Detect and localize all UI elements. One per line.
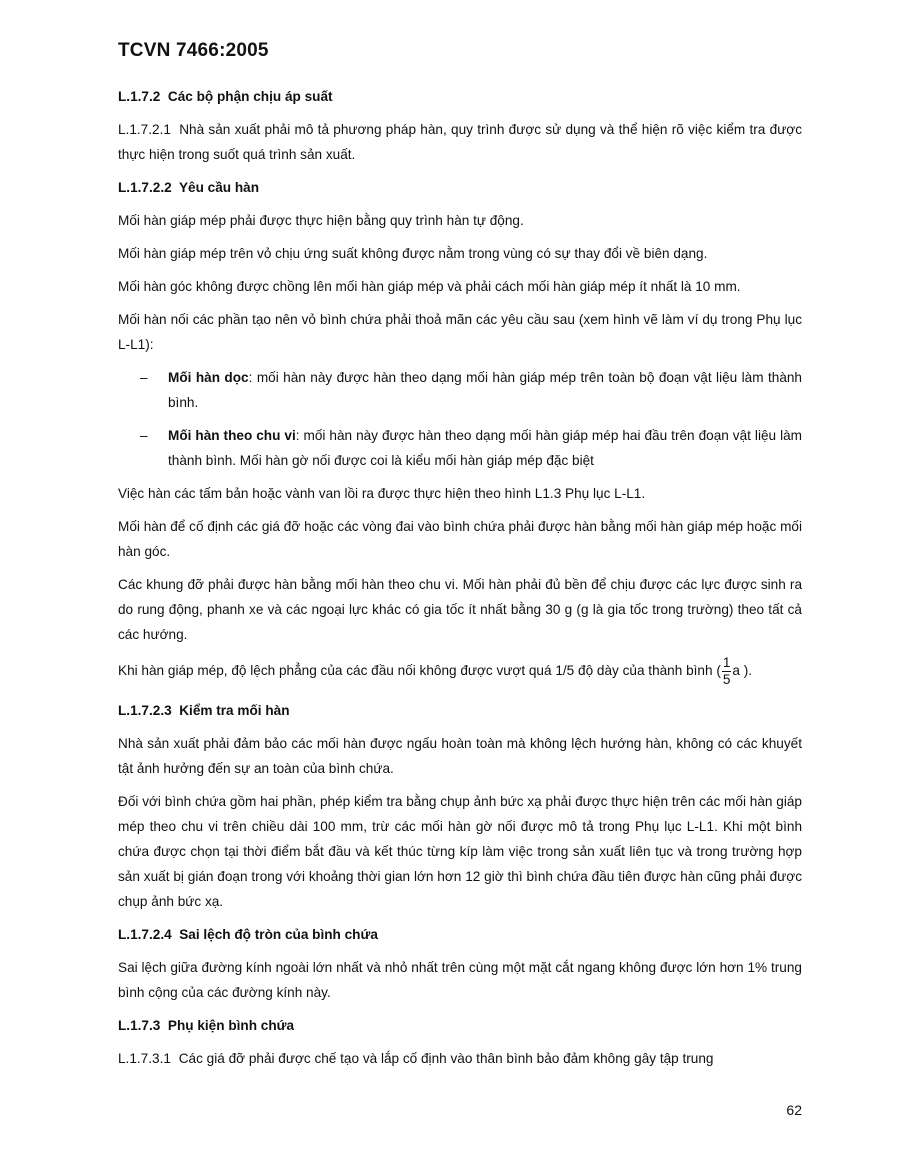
section-title: Yêu cầu hàn — [178, 180, 260, 195]
section-title: Phụ kiện bình chứa — [167, 1018, 295, 1033]
paragraph-l1-7-3-1 — [118, 1046, 802, 1071]
paragraph: Mối hàn giáp mép phải được thực hiện bằng quy trình hàn tự động. — [118, 213, 524, 228]
list-item-term: Mối hàn theo chu vi — [168, 428, 296, 443]
paragraph: Mối hàn nối các phần tạo nên vỏ bình chứa phải thoả mãn các yêu cầu sau (xem hình vẽ làm ví dụ trong Phụ lục L-L1): — [118, 312, 802, 352]
list-item — [118, 423, 802, 473]
section-number: L.1.7.2.2 — [118, 180, 172, 195]
section-heading-l1-7-2-4 — [118, 922, 802, 947]
paragraph: Mối hàn giáp mép trên vỏ chịu ứng suất không được nằm trong vùng có sự thay đổi về biên dạng. — [118, 246, 708, 261]
fraction-denominator: 5 — [722, 672, 731, 687]
paragraph: Đối với bình chứa gồm hai phần, phép kiểm tra bằng chụp ảnh bức xạ phải được thực hiện trên các mối hàn giáp mép theo chu vi trên chiều dài 100 mm, trừ các mối hàn gờ nối được mô tả trong Phụ lục L-L1. Khi một bình chứa được chọn tại thời điểm bắt đầu và kết thúc từng kíp làm việc trong sản xuất liên tục và trong trường hợp sản xuất bị gián đoạn trong với khoảng thời gian lớn hơn 12 giờ thì bình chứa đầu tiên được hàn cũng phải được chụp ảnh bức xạ. — [118, 794, 802, 909]
section-number: L.1.7.2.3 — [118, 703, 172, 718]
section-heading-l1-7-2 — [118, 84, 802, 109]
list-item-text: : mối hàn này được hàn theo dạng mối hàn giáp mép trên toàn bộ đoạn vật liệu làm thành bình. — [168, 370, 802, 410]
page-number: 62 — [786, 1102, 802, 1118]
paragraph: Mối hàn để cố định các giá đỡ hoặc các vòng đai vào bình chứa phải được hàn bằng mối hàn giáp mép hoặc mối hàn góc. — [118, 519, 802, 559]
section-number: L.1.7.3.1 — [118, 1051, 171, 1066]
list-item-text: : mối hàn này được hàn theo dạng mối hàn giáp mép hai đầu trên đoạn vật liệu làm thành bình. Mối hàn gờ nối được coi là kiểu mối hàn giáp mép đặc biệt — [168, 428, 802, 468]
section-title: Sai lệch độ tròn của bình chứa — [179, 927, 378, 942]
section-title: Các bộ phận chịu áp suất — [167, 89, 333, 104]
paragraph-with-fraction — [118, 655, 802, 688]
paragraph: Các khung đỡ phải được hàn bằng mối hàn theo chu vi. Mối hàn phải đủ bền để chịu được các lực được sinh ra do rung động, phanh xe và các ngoại lực khác có gia tốc ít nhất bằng 30 g (g là gia tốc trong trường) theo tất cả các hướng. — [118, 577, 802, 642]
paragraph-text: Nhà sản xuất phải mô tả phương pháp hàn, quy trình được sử dụng và thể hiện rõ việc kiểm tra được thực hiện trong suốt quá trình sản xuất. — [118, 122, 803, 162]
fraction-numerator: 1 — [722, 655, 731, 670]
paragraph-text: Khi hàn giáp mép, độ lệch phẳng của các đầu nối không được vượt quá 1/5 độ dày của thành bình ( — [118, 663, 721, 679]
weld-type-list — [118, 365, 802, 473]
section-number: L.1.7.2.1 — [118, 122, 171, 137]
section-heading-l1-7-2-3 — [118, 698, 802, 723]
section-number: L.1.7.3 — [118, 1018, 161, 1033]
dash-bullet: – — [140, 428, 148, 443]
list-item — [118, 365, 802, 415]
section-number: L.1.7.2 — [118, 89, 161, 104]
paragraph-text: Các giá đỡ phải được chế tạo và lắp cố định vào thân bình bảo đảm không gây tập trung — [178, 1051, 714, 1066]
paragraph: Nhà sản xuất phải đảm bảo các mối hàn được ngấu hoàn toàn mà không lệch hướng hàn, không có các khuyết tật ảnh hưởng đến sự an toàn của bình chứa. — [118, 736, 802, 776]
section-number: L.1.7.2.4 — [118, 927, 172, 942]
paragraph-text: a ). — [732, 663, 753, 679]
section-heading-l1-7-2-2 — [118, 175, 802, 200]
section-title: Kiểm tra mối hàn — [179, 703, 290, 718]
dash-bullet: – — [140, 370, 148, 385]
paragraph: Mối hàn góc không được chồng lên mối hàn giáp mép và phải cách mối hàn giáp mép ít nhất là 10 mm. — [118, 279, 741, 294]
paragraph: Việc hàn các tấm bản hoặc vành van lồi ra được thực hiện theo hình L1.3 Phụ lục L-L1. — [118, 486, 646, 501]
document-code-header: TCVN 7466:2005 — [118, 40, 269, 61]
fraction — [722, 655, 732, 688]
section-heading-l1-7-3 — [118, 1013, 802, 1038]
document-body — [118, 84, 802, 1079]
paragraph-l1-7-2-1 — [118, 117, 802, 167]
paragraph: Sai lệch giữa đường kính ngoài lớn nhất và nhỏ nhất trên cùng một mặt cắt ngang không được lớn hơn 1% trung bình cộng của các đường kính này. — [118, 960, 802, 1000]
list-item-term: Mối hàn dọc — [168, 370, 249, 385]
